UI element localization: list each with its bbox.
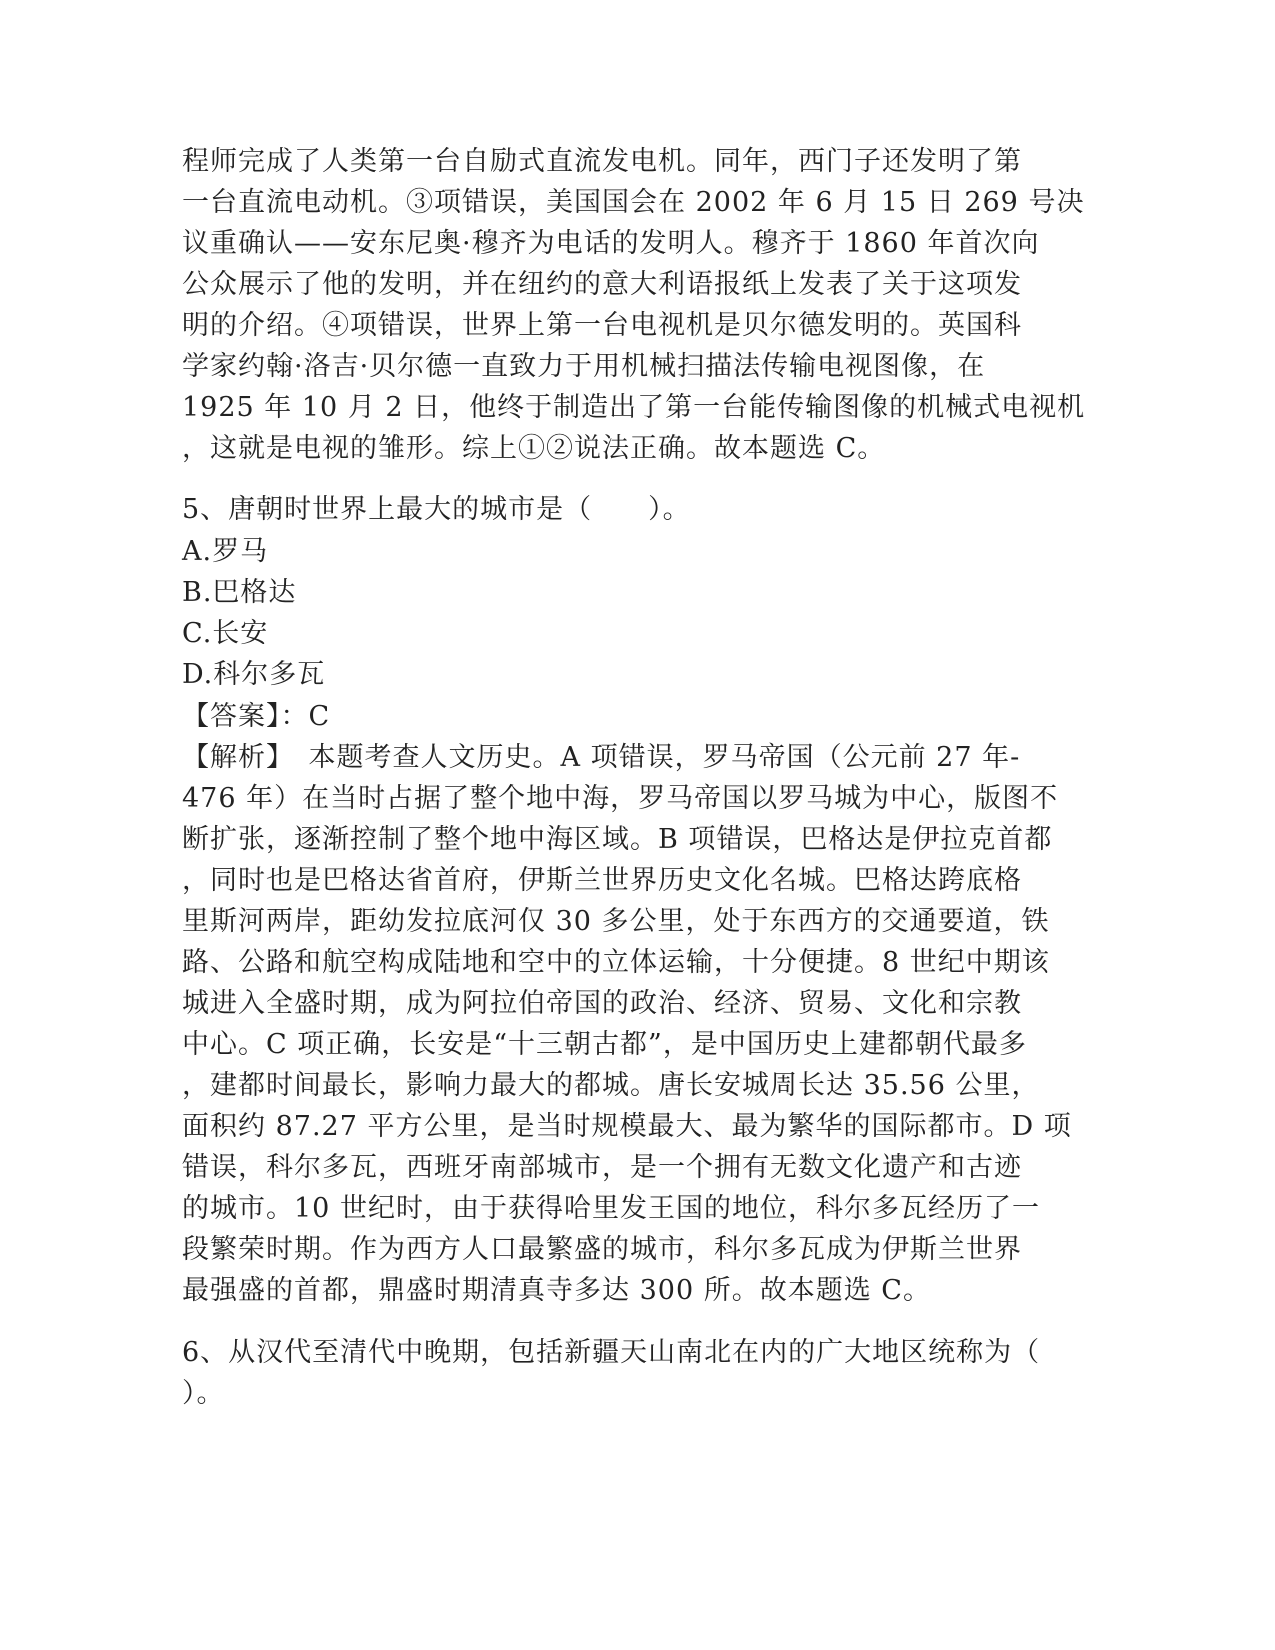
analysis-line: 城进入全盛时期，成为阿拉伯帝国的政治、经济、贸易、文化和宗教 (182, 988, 1022, 1019)
option-d: D.科尔多瓦 (182, 659, 326, 690)
question-stem: 6、从汉代至清代中晚期，包括新疆天山南北在内的广大地区统称为（ (182, 1337, 1041, 1368)
paragraph-line: 议重确认——安东尼奥·穆齐为电话的发明人。穆齐于 1860 年首次向 (182, 228, 1040, 259)
analysis-line: 中心。C 项正确，长安是“十三朝古都”，是中国历史上建都朝代最多 (182, 1029, 1027, 1060)
option-a: A.罗马 (182, 536, 269, 567)
paragraph-line: 程师完成了人类第一台自励式直流发电机。同年，西门子还发明了第 (182, 146, 1022, 177)
paragraph-line: ，这就是电视的雏形。综上①②说法正确。故本题选 C。 (182, 433, 886, 464)
question-stem: 5、唐朝时世界上最大的城市是（ ）。 (182, 494, 691, 525)
analysis-line: 【解析】 本题考查人文历史。A 项错误，罗马帝国（公元前 27 年- (182, 742, 1021, 773)
analysis-line: ，同时也是巴格达省首府，伊斯兰世界历史文化名城。巴格达跨底格 (182, 865, 1022, 896)
paragraph-line: 一台直流电动机。③项错误，美国国会在 2002 年 6 月 15 日 269 号决 (182, 187, 1085, 218)
analysis-line: 段繁荣时期。作为西方人口最繁盛的城市，科尔多瓦成为伊斯兰世界 (182, 1234, 1022, 1265)
analysis-line: ，建都时间最长，影响力最大的都城。唐长安城周长达 35.56 公里， (182, 1070, 1040, 1101)
analysis-line: 里斯河两岸，距幼发拉底河仅 30 多公里，处于东西方的交通要道，铁 (182, 906, 1050, 937)
analysis-line: 断扩张，逐渐控制了整个地中海区域。B 项错误，巴格达是伊拉克首都 (182, 824, 1053, 855)
option-c: C.长安 (182, 618, 269, 649)
paragraph-line: 学家约翰·洛吉·贝尔德一直致力于用机械扫描法传输电视图像，在 (182, 351, 986, 382)
paragraph-line: 公众展示了他的发明，并在纽约的意大利语报纸上发表了关于这项发 (182, 269, 1022, 300)
option-b: B.巴格达 (182, 577, 297, 608)
analysis-line: 最强盛的首都，鼎盛时期清真寺多达 300 所。故本题选 C。 (182, 1275, 931, 1306)
analysis-line: 的城市。10 世纪时，由于获得哈里发王国的地位，科尔多瓦经历了一 (182, 1193, 1040, 1224)
analysis-line: 路、公路和航空构成陆地和空中的立体运输，十分便捷。8 世纪中期该 (182, 947, 1050, 978)
answer-line: 【答案】：C (182, 701, 331, 732)
question-stem: ）。 (182, 1378, 225, 1409)
analysis-line: 面积约 87.27 平方公里，是当时规模最大、最为繁华的国际都市。D 项 (182, 1111, 1072, 1142)
paragraph-line: 明的介绍。④项错误，世界上第一台电视机是贝尔德发明的。英国科 (182, 310, 1022, 341)
analysis-line: 476 年）在当时占据了整个地中海，罗马帝国以罗马城为中心，版图不 (182, 783, 1059, 814)
analysis-line: 错误，科尔多瓦，西班牙南部城市，是一个拥有无数文化遗产和古迹 (182, 1152, 1022, 1183)
paragraph-line: 1925 年 10 月 2 日，他终于制造出了第一台能传输图像的机械式电视机 (182, 392, 1086, 423)
